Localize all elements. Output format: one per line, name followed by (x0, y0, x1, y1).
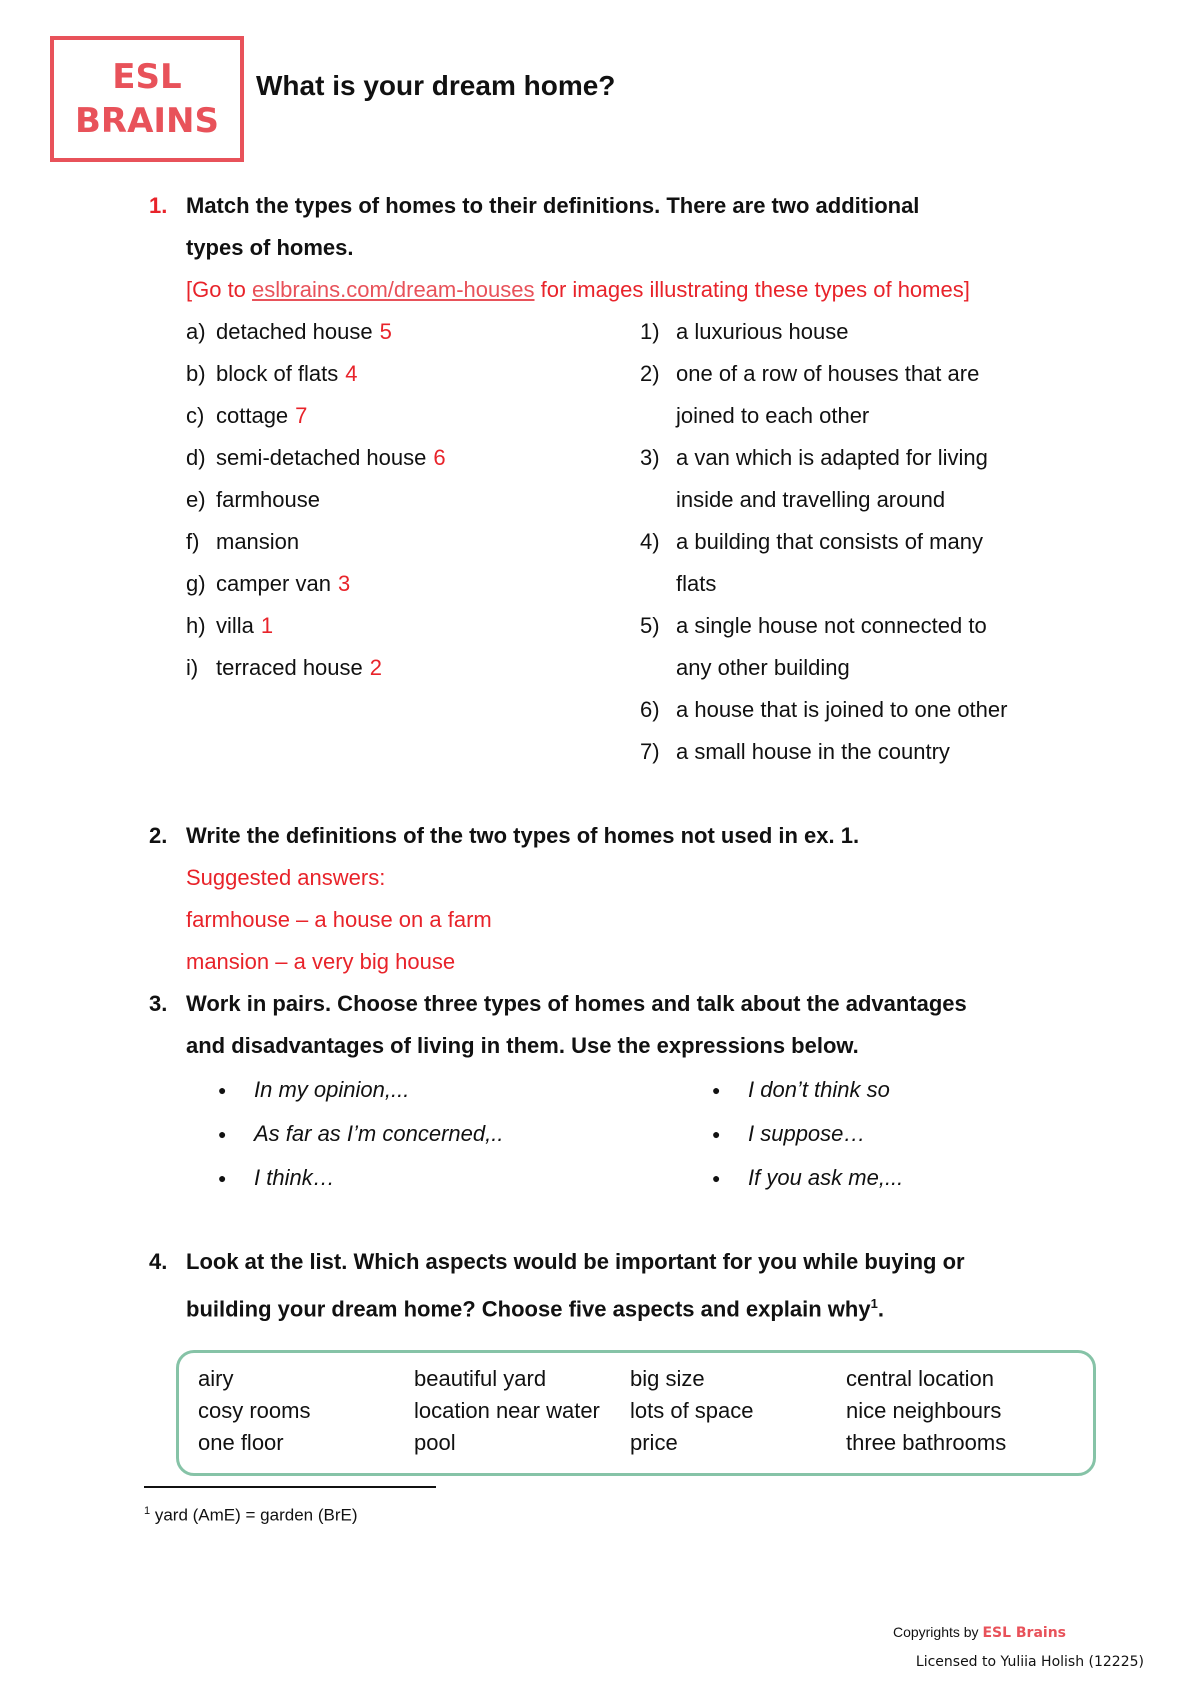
definition-text: a small house in the country (676, 739, 950, 764)
item-text: detached house (216, 319, 373, 344)
item-answer: 2 (369, 655, 383, 680)
definition-text: one of a row of houses that are (676, 361, 980, 386)
aspect-item: lots of space (630, 1398, 754, 1423)
definition-item (640, 654, 850, 682)
ex4-instruction-2 (186, 1290, 884, 1323)
copyright-text: Copyrights by (892, 1624, 983, 1640)
definition-label: 3) (640, 445, 660, 470)
aspect-item: one floor (198, 1430, 284, 1455)
ex4-number: 4. (149, 1249, 168, 1274)
home-type-item (186, 402, 307, 430)
definition-text: flats (676, 571, 717, 596)
aspect-item: location near water (414, 1398, 600, 1423)
item-text: terraced house (216, 655, 363, 680)
item-text: block of flats (216, 361, 339, 386)
aspect-item: pool (414, 1430, 456, 1455)
aspect-item: central location (846, 1366, 994, 1391)
home-type-item (186, 360, 358, 388)
ex4-instruction-1: Look at the list. Which aspects would be important for you while buying or (186, 1249, 965, 1274)
aspect-item: nice neighbours (846, 1398, 1002, 1423)
page-title: What is your dream home? (256, 70, 616, 101)
item-answer: 5 (379, 319, 392, 344)
definition-label: 7) (640, 739, 660, 764)
definition-item (640, 528, 983, 556)
home-type-item (186, 318, 392, 346)
link-suffix: for images illustrating these types of homes] (534, 277, 970, 302)
item-answer: 7 (295, 403, 308, 428)
bullet-icon: ● (218, 1082, 227, 1098)
home-type-item (186, 528, 299, 556)
expression-item: In my opinion,... (254, 1077, 410, 1102)
bullet-icon: ● (712, 1170, 721, 1186)
copyright-line (893, 1624, 1066, 1641)
definition-label: 2) (640, 361, 660, 386)
ex4-instruction-2-text: building your dream home? Choose five aspects and explain why (186, 1296, 871, 1322)
bullet-icon: ● (712, 1126, 721, 1142)
item-answer: 1 (260, 613, 274, 638)
ex3-instruction-1: Work in pairs. Choose three types of homes and talk about the advantages (186, 991, 967, 1016)
item-answer: 6 (433, 445, 446, 470)
aspect-item: big size (630, 1366, 705, 1391)
ex2-number: 2. (149, 823, 168, 848)
expression-item: As far as I’m concerned,.. (254, 1121, 504, 1146)
definition-text: a building that consists of many (676, 529, 983, 554)
item-text: farmhouse (216, 487, 320, 512)
item-answer: 4 (345, 361, 358, 386)
definition-label: 4) (640, 529, 660, 554)
definition-item (640, 738, 950, 766)
definition-text: a luxurious house (676, 319, 849, 344)
item-label: d) (186, 445, 206, 470)
footnote-ref: 1 (870, 1296, 878, 1311)
dream-houses-link[interactable]: eslbrains.com/dream-houses (252, 277, 535, 302)
item-text: camper van (216, 571, 331, 596)
definition-item (640, 444, 988, 472)
bullet-icon: ● (712, 1082, 721, 1098)
ex1-instruction-2: types of homes. (186, 235, 354, 260)
footnote (144, 1500, 358, 1527)
footnote-text: yard (AmE) = garden (BrE) (150, 1505, 358, 1525)
definition-item (640, 570, 716, 598)
license-line: Licensed to Yuliia Holish (12225) (915, 1654, 1144, 1670)
definition-text: a single house not connected to (676, 613, 987, 638)
item-text: cottage (216, 403, 289, 428)
definition-text: a house that is joined to one other (676, 697, 1008, 722)
expression-item: I think… (254, 1165, 335, 1190)
aspect-item: three bathrooms (846, 1430, 1007, 1455)
footnote-divider (144, 1486, 436, 1488)
suggested-answers-label: Suggested answers: (186, 865, 386, 890)
definition-item (640, 318, 848, 346)
definition-item (640, 612, 987, 640)
definition-text: inside and travelling around (676, 487, 946, 512)
answer-mansion: mansion – a very big house (186, 949, 456, 974)
home-type-item (186, 570, 350, 598)
ex3-number: 3. (149, 991, 168, 1016)
item-label: c) (186, 403, 205, 428)
definition-label: 1) (640, 319, 660, 344)
aspect-item: cosy rooms (198, 1398, 311, 1423)
answer-farmhouse: farmhouse – a house on a farm (186, 907, 492, 932)
ex4-instruction-2-end: . (877, 1296, 884, 1322)
home-type-item (186, 612, 273, 640)
ex1-link-line (186, 276, 970, 304)
item-text: mansion (216, 529, 300, 554)
ex2-instruction: Write the definitions of the two types of homes not used in ex. 1. (186, 823, 860, 848)
item-text: villa (216, 613, 254, 638)
definition-label: 5) (640, 613, 660, 638)
home-type-item (186, 486, 320, 514)
item-label: e) (186, 487, 206, 512)
logo-line-1: ESL (112, 57, 182, 97)
bullet-icon: ● (218, 1170, 227, 1186)
definition-text: joined to each other (676, 403, 870, 428)
link-prefix: [Go to (186, 277, 253, 302)
item-label: b) (186, 361, 206, 386)
aspect-item: price (630, 1430, 678, 1455)
item-label: a) (186, 319, 206, 344)
footnote-mark: 1 (144, 1505, 151, 1517)
home-type-item (186, 654, 382, 682)
aspect-item: beautiful yard (414, 1366, 547, 1391)
expression-item: If you ask me,... (748, 1165, 904, 1190)
home-type-item (186, 444, 446, 472)
definition-item (640, 486, 945, 514)
ex1-number: 1. (149, 193, 168, 218)
aspect-item: airy (198, 1366, 234, 1391)
item-text: semi-detached house (216, 445, 427, 470)
ex3-instruction-2: and disadvantages of living in them. Use the expressions below. (186, 1033, 859, 1058)
item-label: i) (186, 655, 199, 680)
item-label: f) (186, 529, 200, 554)
definition-text: any other building (676, 655, 850, 680)
ex1-instruction-1: Match the types of homes to their definitions. There are two additional (186, 193, 920, 218)
copyright-brand: ESL Brains (982, 1625, 1066, 1641)
definition-label: 6) (640, 697, 660, 722)
logo-line-2: BRAINS (74, 101, 219, 141)
item-label: h) (186, 613, 206, 638)
definition-text: a van which is adapted for living (676, 445, 988, 470)
item-label: g) (186, 571, 206, 596)
definition-item (640, 696, 1007, 724)
definition-item (640, 360, 979, 388)
expression-item: I don’t think so (748, 1077, 890, 1102)
definition-item (640, 402, 869, 430)
bullet-icon: ● (218, 1126, 227, 1142)
expression-item: I suppose… (748, 1121, 866, 1146)
esl-brains-logo (50, 36, 244, 162)
item-answer: 3 (337, 571, 351, 596)
